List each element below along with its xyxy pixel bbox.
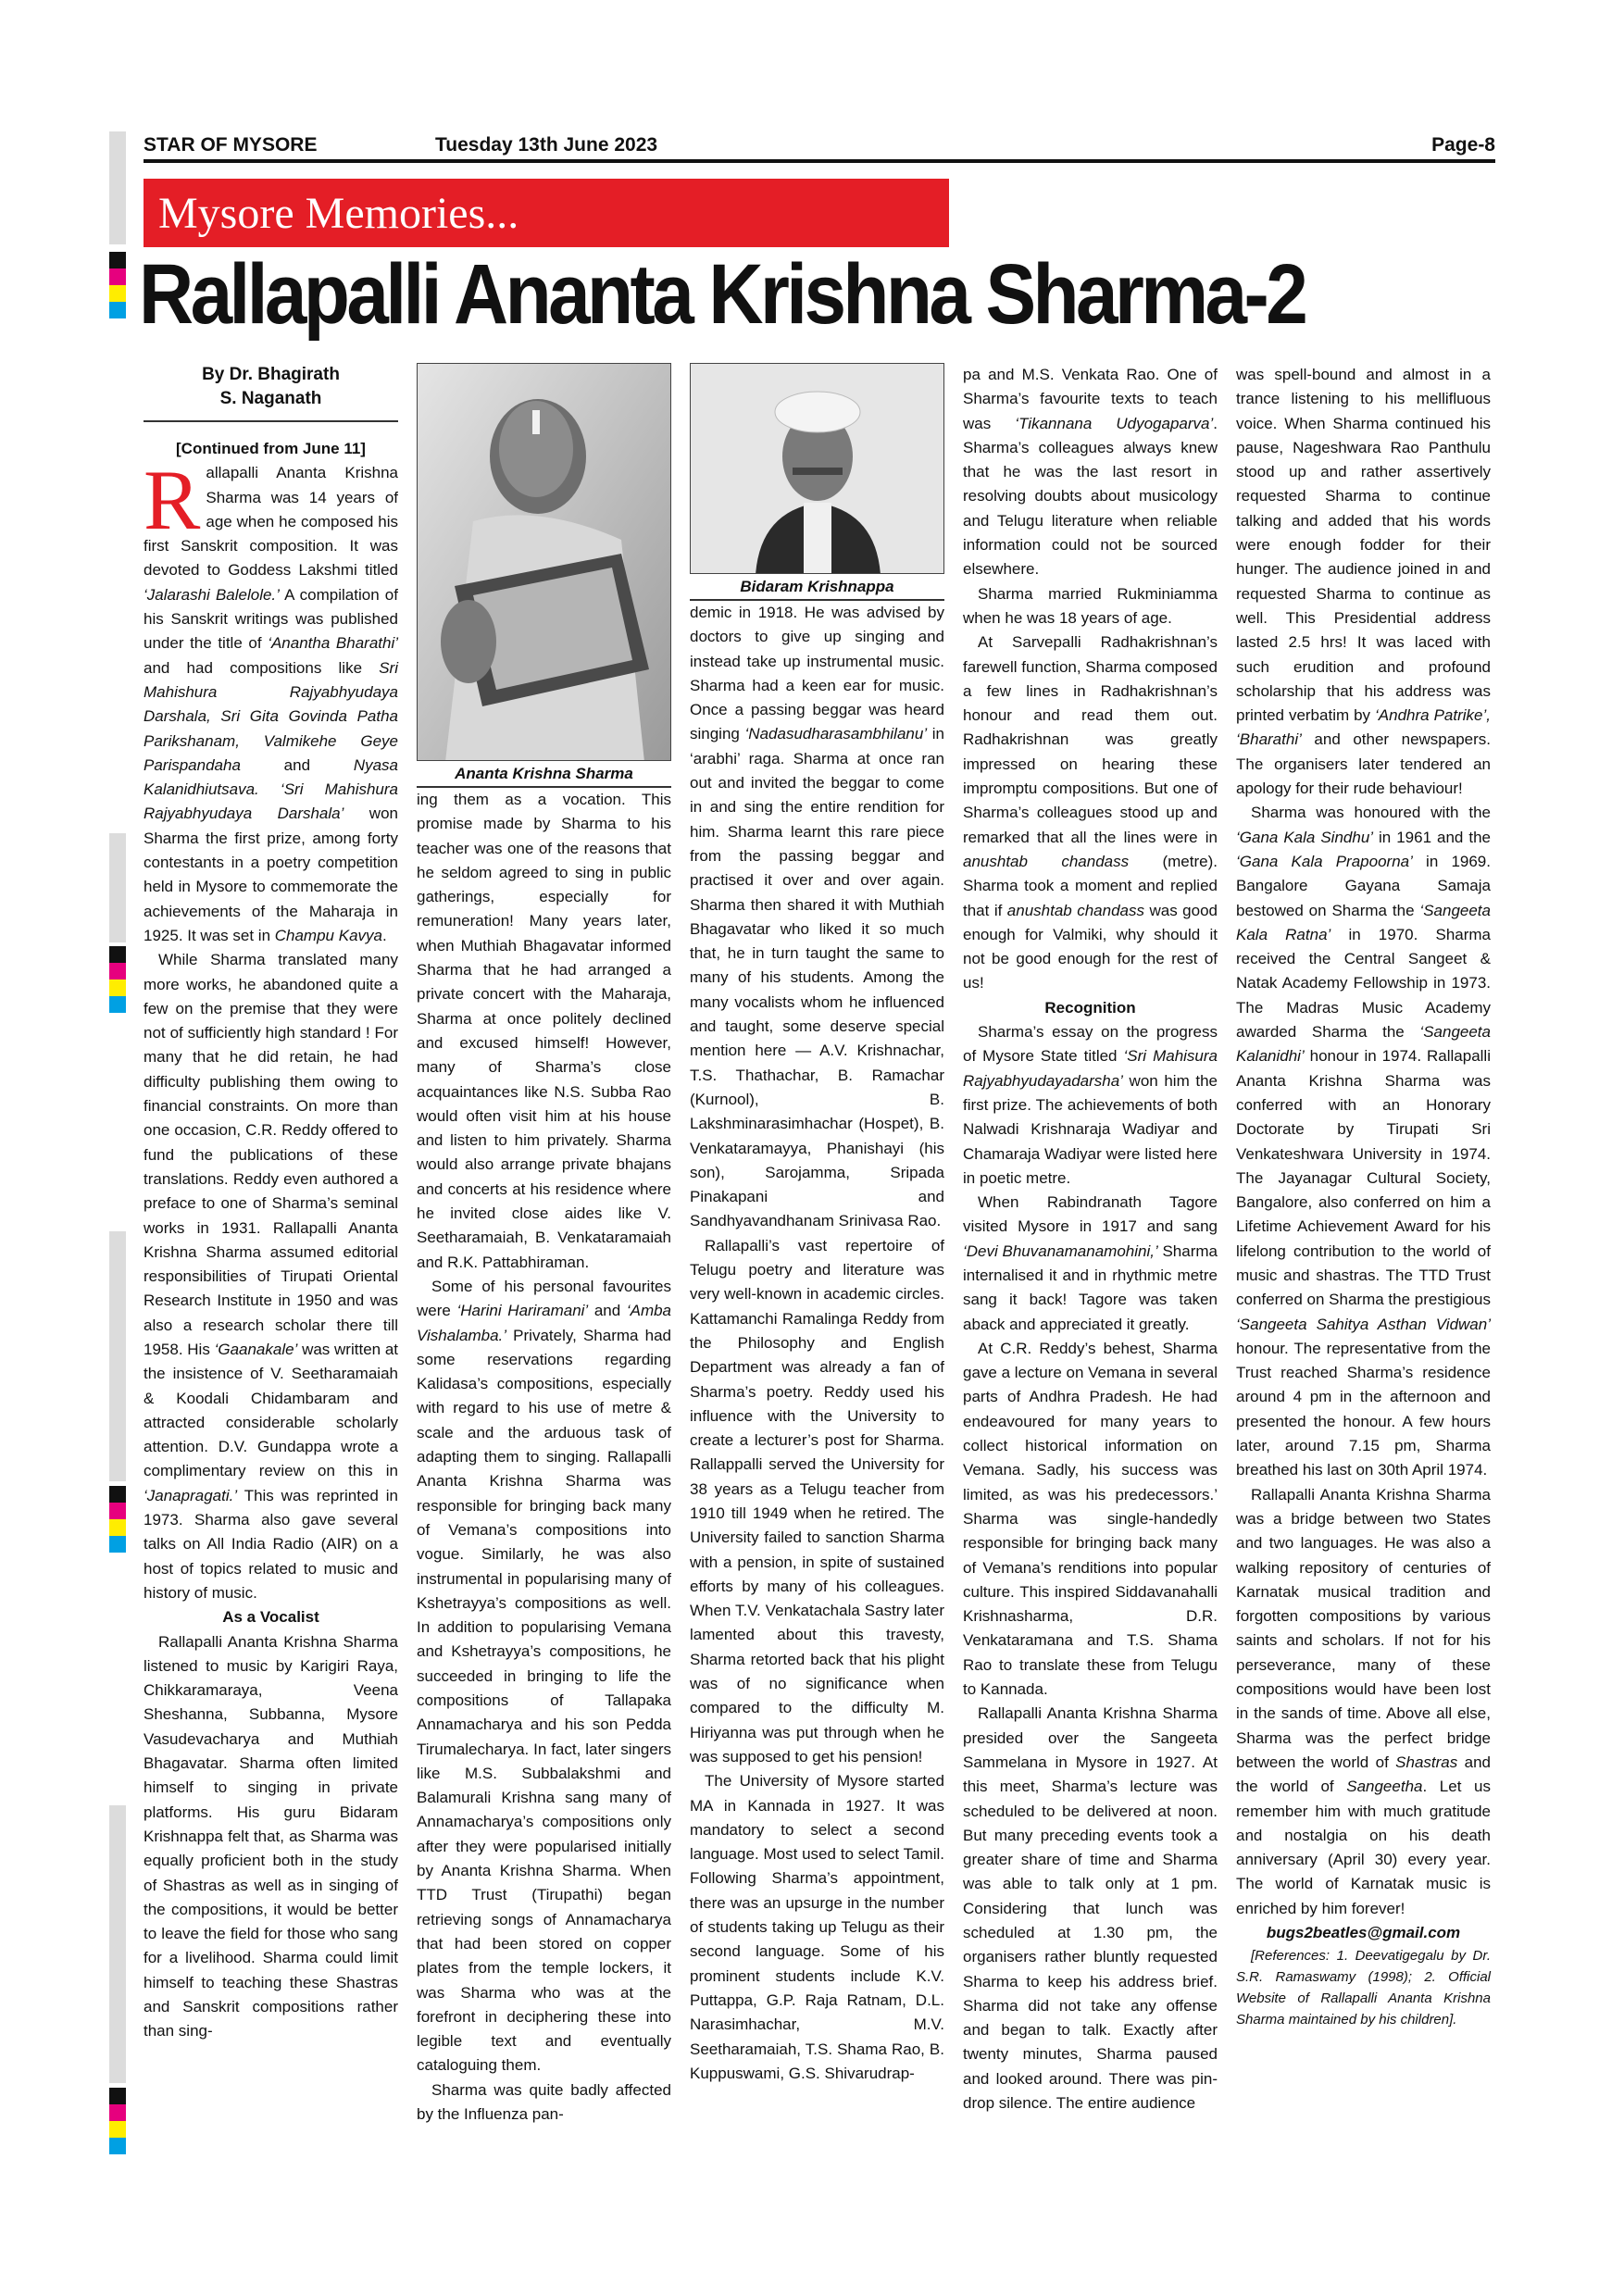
article-column-3: [690, 363, 944, 2086]
author-email: bugs2beatles@gmail.com: [1266, 1924, 1461, 1941]
paragraph: Sharma married Rukminiamma when he was 18 years of age.: [963, 584, 1218, 627]
photo-bidaram-krishnappa: [690, 363, 944, 574]
photo-ananta-krishna-sharma: [417, 363, 671, 761]
portrait-image: [691, 364, 944, 574]
paragraph: pa and M.S. Venkata Rao. One of Sharma’s favourite texts to teach was ‘Tikannana Udyogaparva’. Sharma’s colleagues always knew that he was the last resort in resolving doubts about musicology and Telugu literature when reliable information could not be sourced elsewhere.: [963, 366, 1218, 579]
paragraph: Sharma’s essay on the progress of Mysore State titled ‘Sri Mahisura Rajyabhyudayadarsha’ won him the first prize. The achievements of both Nalwadi Krishnaraja Wadiyar and Chamaraja Wadiyar were listed here in poetic metre.: [963, 1023, 1218, 1187]
portrait-image: [418, 364, 671, 761]
paragraph: Rallapalli Ananta Krishna Sharma presided over the Sangeeta Sammelana in Mysore in 1927. At this meet, Sharma’s lecture was scheduled to be delivered at noon. But many preceding events took a greater share of time and Sharma was able to talk only at 1 pm. Considering that lunch was scheduled at 1.30 pm, the organisers rather bluntly requested Sharma to keep his address brief. Sharma did not take any offense and began to talk. Exactly after twenty minutes, Sharma paused and looked around. There was pin-drop silence. The entire audience: [963, 1704, 1218, 2113]
paragraph: Rallapalli Ananta Krishna Sharma listened to music by Karigiri Raya, Chikkaramaraya, Veena Sheshanna, Subbanna, Mysore Vasudevacharya and Muthiah Bhagavatar. Sharma often limited himself to singing in private platforms. His guru Bidaram Krishnappa felt that, as Sharma was equally proficient both in the study of Shastras as well as in singing of the compositions, it would be better to leave the field for those who sang for a livelihood. Sharma could limit himself to teaching these Shastras and Sanskrit compositions rather than sing-: [144, 1632, 398, 2040]
paragraph: Rallapalli’s vast repertoire of Telugu poetry and literature was very well-known in academic circles. Kattamanchi Ramalinga Reddy from the Philosophy and English Department was already a fan of Sharma’s poetry. Reddy used his influence with the University to create a lecturer’s post for Sharma. Rallappalli served the University for 38 years as a Telugu teacher from 1910 till 1949 when he retired. The University failed to sanction Sharma with a pension, in spite of sustained efforts by many of his colleagues. When T.V. Venkatachala Sastry later lamented about this travesty, Sharma retorted back that his plight was of no significance when compared to the difficulty M. Hiriyanna was put through when he was supposed to get his pension!: [690, 1236, 944, 1766]
paragraph: demic in 1918. He was advised by doctors to give up singing and instead take up instrumental music. Sharma had a keen ear for music. Once a passing beggar was heard singing ‘Nadasudharasambhilanu’ in ‘arabhi’ raga. Sharma at once ran out and invited the beggar to come in and sing the entire rendition for him. Sharma learnt this rare piece from the passing beggar and practised it over and over again. Sharma then shared it with Muthiah Bhagavatar who liked it so much that, he in turn taught the same to many of his students. Among the many vocalists whom he influenced and taught, some deserve special mention here — A.V. Krishnachar, T.S. Thathachar, B. Ramachar (Kurnool), B. Lakshminarasimhachar (Hospet), B. Venkataramayya, Phanishayi (his son), Sarojamma, Sripada Pinakapani and Sandhyavandhanam Srinivasa Rao.: [690, 604, 944, 1230]
paragraph: ing them as a vocation. This promise made by Sharma to his teacher was one of the reasons that he seldom agreed to sing in public gatherings, especially for remuneration! Many years later, when Muthiah Bhagavatar informed Sharma that he had arranged a private concert with the Maharaja, Sharma at once politely declined and excused himself! However, many of Sharma’s close acquaintances like N.S. Subba Rao would often visit him at his house and listen to him privately. Sharma would also arrange private bhajans and concerts at his residence where he invited close aides like V. Seetharamaiah, B. Venkataramaiah and R.K. Pattabhiraman.: [417, 791, 671, 1271]
page-header: [144, 131, 1495, 163]
section-banner: [144, 179, 949, 247]
paragraph: was spell-bound and almost in a trance listening to his mellifluous voice. When Sharma continued his pause, Nageshwara Rao Panthulu stood up and rather assertively requested Sharma to continue talking and added that his words were enough fodder for their hunger. The audience joined in and requested Sharma to continue as well. This Presidential address lasted 2.5 hrs! It was laced with such erudition and profound scholarship that his address was printed verbatim by ‘Andhra Patrike’, ‘Bharathi’ and other newspapers. The organisers later tendered an apology for their rude behaviour!: [1236, 366, 1492, 798]
paragraph: At Sarvepalli Radhakrishnan’s farewell function, Sharma composed a few lines in Radhakrishnan’s honour and read them out. Radhakrishnan was greatly impressed on hearing these impromptu compositions. But one of Sharma’s colleagues stood up and remarked that all the lines were in anushtab chandass (metre). Sharma took a moment and replied that if anushtab chandass was good enough for Valmiki, why should it not be good enough for the rest of us!: [963, 633, 1218, 992]
drop-cap: R: [144, 453, 201, 548]
issue-date: Tuesday 13th June 2023: [435, 134, 658, 156]
article-column-5: [1236, 363, 1491, 2030]
paragraph: The University of Mysore started MA in Kannada in 1927. It was mandatory to select a second language. Most used to select Tamil. Following Sharma’s appointment, there was an upsurge in the number of students taking up Telugu as their second language. Some of his prominent students include K.V. Puttappa, G.P. Raja Ratnam, D.L. Narasimhachar, M.V. Seetharamaiah, T.S. Shama Rao, B. Kuppuswami, G.S. Shivarudrap-: [690, 1772, 944, 2082]
paragraph: While Sharma translated many more works, he abandoned quite a few on the premise that they were not of sufficiently high standard ! For many that he did retain, he had difficulty publishing them owing to financial constraints. On more than one occasion, C.R. Reddy offered to fund the publications of these translations. Reddy even authored a preface to one of Sharma’s seminal works in 1931. Rallapalli Ananta Krishna Sharma assumed editorial responsibilities of Tirupati Oriental Research Institute in 1950 and was also a research scholar there till 1958. His ‘Gaanakale’ was written at the insistence of V. Seetharamaiah & Koodali Chidambaram and attracted considerable scholarly attention. D.V. Gundappa wrote a complimentary review on this in ‘Janapragati.’ This was reprinted in 1973. Sharma also gave several talks on All India Radio (AIR) on a host of topics related to music and history of music.: [144, 951, 399, 1602]
paragraph: At C.R. Reddy’s behest, Sharma gave a lecture on Vemana in several parts of Andhra Pradesh. He had endeavoured for many years to collect historical information on Vemana. Sadly, his success was limited, as was his predecessors.’ Sharma was single-handedly responsible for bringing back many of Vemana’s renditions into popular culture. This inspired Siddavanahalli Krishnasharma, D.R. Venkataramana and T.S. Shama Rao to translate these from Telugu to Kannada.: [963, 1339, 1218, 1699]
paragraph: Rallapalli Ananta Krishna Sharma was a bridge between two States and two languages. He was also a walking repository of centuries of Karnatak musical tradition and forgotten compositions by various saints and scholars. If not for his perseverance, many of these compositions would have been lost in the sands of time. Above all else, Sharma was the perfect bridge between the world of Shastras and the world of Sangeetha. Let us remember him with much gratitude and nostalgia on his death anniversary (April 30) every year. The world of Karnatak music is enriched by him forever!: [1236, 1485, 1491, 1917]
section-title: Mysore Memories...: [158, 189, 519, 238]
paragraph: Rallapalli Ananta Krishna Sharma was 14 years of age when he composed his first Sanskrit composition. It was devoted to Goddess Lakshmi titled ‘Jalarashi Balelole.’ A compilation of his Sanskrit writings was published under the title of ‘Anantha Bharathi’ and had compositions like Sri Mahishura Rajyabhyudaya Darshala, Sri Gita Govinda Patha Parikshanam, Valmikehe Geye Parispandaha and Nyasa Kalanidhiutsava. ‘Sri Mahishura Rajyabhyudaya Darshala’ won Sharma the first prize, among forty contestants in a poetry competition held in Mysore to commemorate the achievements of the Maharaja in 1925. It was set in Champu Kavya.: [144, 453, 399, 944]
paper-name: STAR OF MYSORE: [144, 134, 318, 156]
subheading-recognition: Recognition: [1044, 998, 1136, 1017]
paragraph: Some of his personal favourites were ‘Harini Hariramani’ and ‘Amba Vishalamba.’ Privately, Sharma had some reservations regarding Kalidasa’s compositions, especially with regard to his use of metre & scale and the arduous task of adapting them to singing. Rallapalli Ananta Krishna Sharma was responsible for bringing back many of Vemana’s compositions into vogue. Similarly, he was also instrumental in popularising many of Kshetrayya’s compositions as well. In addition to popularising Vemana and Kshetrayya’s compositions, he succeeded in bringing to life the compositions of Tallapaka Annamacharya and his son Pedda Tirumalecharya. In fact, later singers like M.S. Subbalakshmi and Balamurali Krishna sang many of Annamacharya’s compositions only after they were popularised initially by Ananta Krishna Sharma. When TTD Trust (Tirupathi) began retrieving songs of Annamacharya that had been stored on copper plates from the temple lockers, it was Sharma who was at the forefront in deciphering these into legible text and eventually cataloguing them.: [417, 1277, 672, 2075]
subheading-vocalist: As a Vocalist: [222, 1608, 319, 1627]
photo-caption-2: Bidaram Krishnappa: [690, 574, 944, 601]
headline: Rallapalli Ananta Krishna Sharma-2: [139, 247, 1305, 342]
article-column-1: [144, 363, 398, 2044]
article-column-2: [417, 363, 671, 2127]
paragraph: Sharma was honoured with the ‘Gana Kala Sindhu’ in 1961 and the ‘Gana Kala Prapoorna’ in 1969. Bangalore Gayana Samaja bestowed on Sharma the ‘Sangeeta Kala Ratna’ in 1970. Sharma received the Central Sangeet & Natak Academy Fellowship in 1973. The Madras Music Academy awarded Sharma the ‘Sangeeta Kalanidhi’ honour in 1974. Rallapalli Ananta Krishna Sharma was conferred with an Honorary Doctorate by Tirupati Sri Venkateshwara University in 1974. The Jayanagar Cultural Society, Bangalore, also conferred on him a Lifetime Achievement Award for his lifelong contribution to the world of music and shastras. The TTD Trust conferred on Sharma the prestigious ‘Sangeeta Sahitya Asthan Vidwan’ honour. The representative from the Trust reached Sharma’s residence around 4 pm in the afternoon and presented the honour. A few hours later, around 7.15 pm, Sharma breathed his last on 30th April 1974.: [1236, 804, 1492, 1479]
page-number: Page-8: [1431, 134, 1495, 156]
paragraph: When Rabindranath Tagore visited Mysore in 1917 and sang ‘Devi Bhuvanamanamohini,’ Sharma internalised it and in rhythmic metre sang it back! Tagore was taken aback and appreciated it greatly.: [963, 1193, 1218, 1333]
article-column-4: [963, 363, 1218, 2115]
continued-note: [Continued from June 11]: [176, 440, 366, 457]
paragraph: Sharma was quite badly affected by the Influenza pan-: [417, 2080, 671, 2124]
references: [References: 1. Deevatigegalu by Dr. S.R. Ramaswamy (1998); 2. Official Website of Rallapalli Ananta Krishna Sharma maintained by his children].: [1236, 1948, 1491, 2028]
byline: By Dr. Bhagirath S. Naganath: [144, 363, 398, 422]
photo-caption-1: Ananta Krishna Sharma: [417, 761, 671, 788]
